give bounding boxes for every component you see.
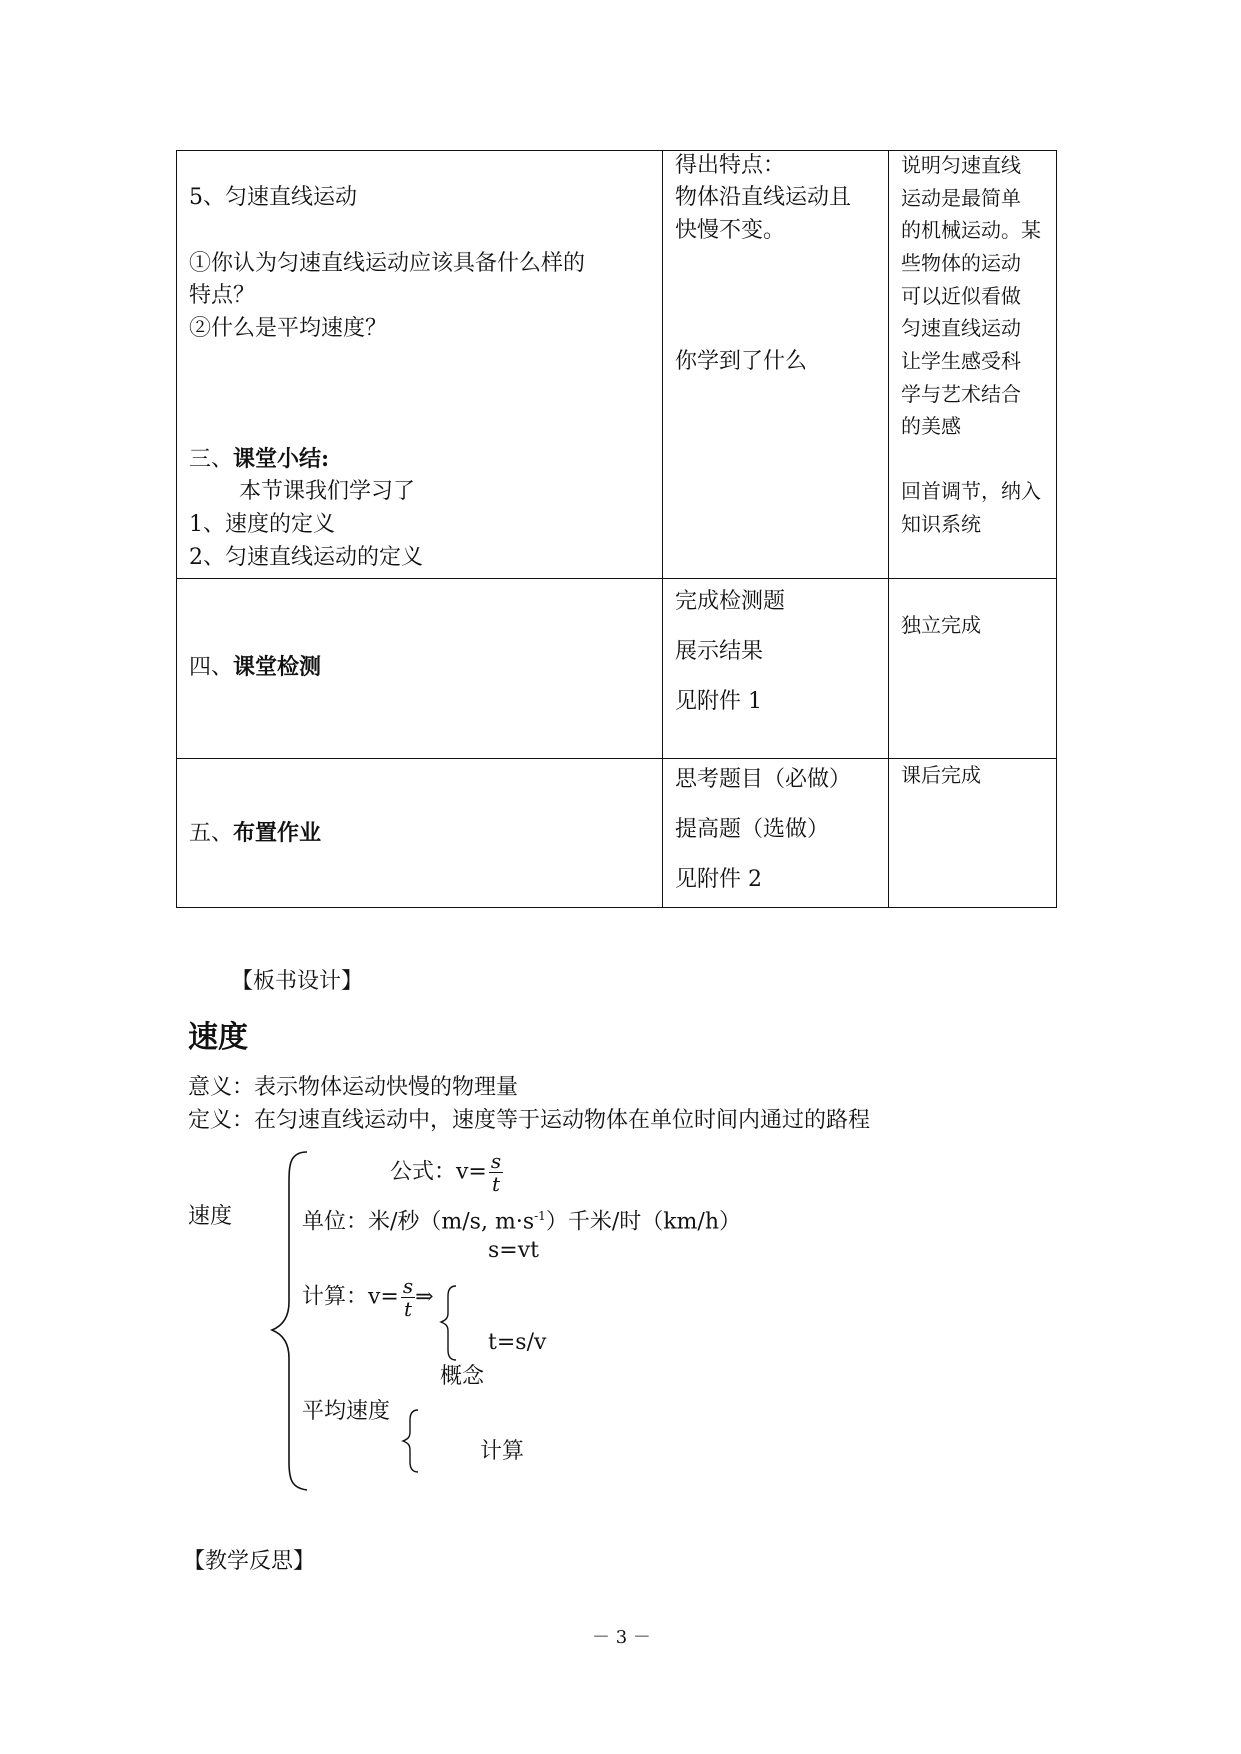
summary-item: 2、匀速直线运动的定义	[189, 545, 423, 570]
activity-text: 见附件 1	[675, 689, 762, 714]
formula-line: 公式：v= $\frac{s}{t}$	[390, 1149, 502, 1196]
activity-text: 快慢不变。	[675, 218, 786, 243]
note-text: 运动是最简单	[901, 186, 1021, 210]
big-brace	[272, 1152, 307, 1490]
average-speed-label: 平均速度	[302, 1399, 391, 1424]
note-text: 知识系统	[901, 512, 981, 536]
note-text: 回首调节，纳入	[901, 479, 1041, 503]
activity-text: 你学到了什么	[675, 349, 808, 374]
fraction: $\frac{s}{t}$	[490, 1149, 502, 1196]
activity-text: 完成检测题	[675, 589, 786, 614]
question-text: ②什么是平均速度？	[189, 316, 388, 341]
note-text: 学与艺术结合	[901, 382, 1021, 406]
tree-root: 速度	[188, 1204, 233, 1229]
small-brace	[441, 1286, 456, 1360]
concept-label: 概念	[440, 1364, 485, 1389]
calc-line: 计算：v= $\frac{s}{t}$ ⇒	[302, 1274, 434, 1321]
activity-text: 得出特点：	[675, 153, 786, 178]
note-text: 的机械运动。某	[901, 218, 1041, 242]
calc2-label: 计算	[480, 1439, 525, 1464]
board-title: 速度	[188, 1020, 248, 1055]
section-title: 三、课堂小结:	[189, 446, 330, 472]
reflection-heading: 【教学反思】	[183, 1549, 316, 1574]
board-definition: 定义：在匀速直线运动中，速度等于运动物体在单位时间内通过的路程	[188, 1108, 871, 1133]
fraction: $\frac{s}{t}$	[402, 1274, 414, 1321]
section-title: 四、课堂检测	[189, 654, 322, 680]
summary-item: 1、速度的定义	[189, 512, 335, 537]
avg-brace	[403, 1410, 418, 1472]
activity-text: 物体沿直线运动且	[675, 185, 852, 210]
note-text: 可以近似看做	[901, 284, 1021, 308]
activity-text: 提高题（选做）	[675, 817, 830, 842]
question-text: 特点？	[189, 283, 256, 308]
activity-text: 见附件 2	[675, 867, 762, 892]
section-title: 5、匀速直线运动	[189, 185, 357, 210]
page-number: － 3 －	[592, 1627, 651, 1648]
note-text: 课后完成	[901, 763, 981, 787]
note-text: 匀速直线运动	[901, 316, 1021, 340]
unit-line: 单位：米/秒（m/s, $m\cdot s^{-1}$）千米/时（km/h）	[302, 1209, 741, 1235]
section-title: 五、布置作业	[189, 820, 322, 846]
board-meaning: 意义：表示物体运动快慢的物理量	[188, 1075, 519, 1100]
note-text: 让学生感受科	[901, 349, 1021, 373]
note-text: 独立完成	[901, 613, 981, 637]
note-text: 说明匀速直线	[901, 153, 1021, 177]
summary-text: 本节课我们学习了	[239, 479, 416, 504]
t-equation: t=s/v	[488, 1330, 547, 1355]
board-heading: 【板书设计】	[231, 969, 364, 994]
activity-text: 思考题目（必做）	[675, 767, 852, 792]
note-text: 些物体的运动	[901, 251, 1021, 275]
note-text: 的美感	[901, 414, 961, 438]
question-text: ①你认为匀速直线运动应该具备什么样的	[189, 251, 586, 276]
activity-text: 展示结果	[675, 639, 764, 664]
s-equation: s=vt	[488, 1238, 539, 1263]
